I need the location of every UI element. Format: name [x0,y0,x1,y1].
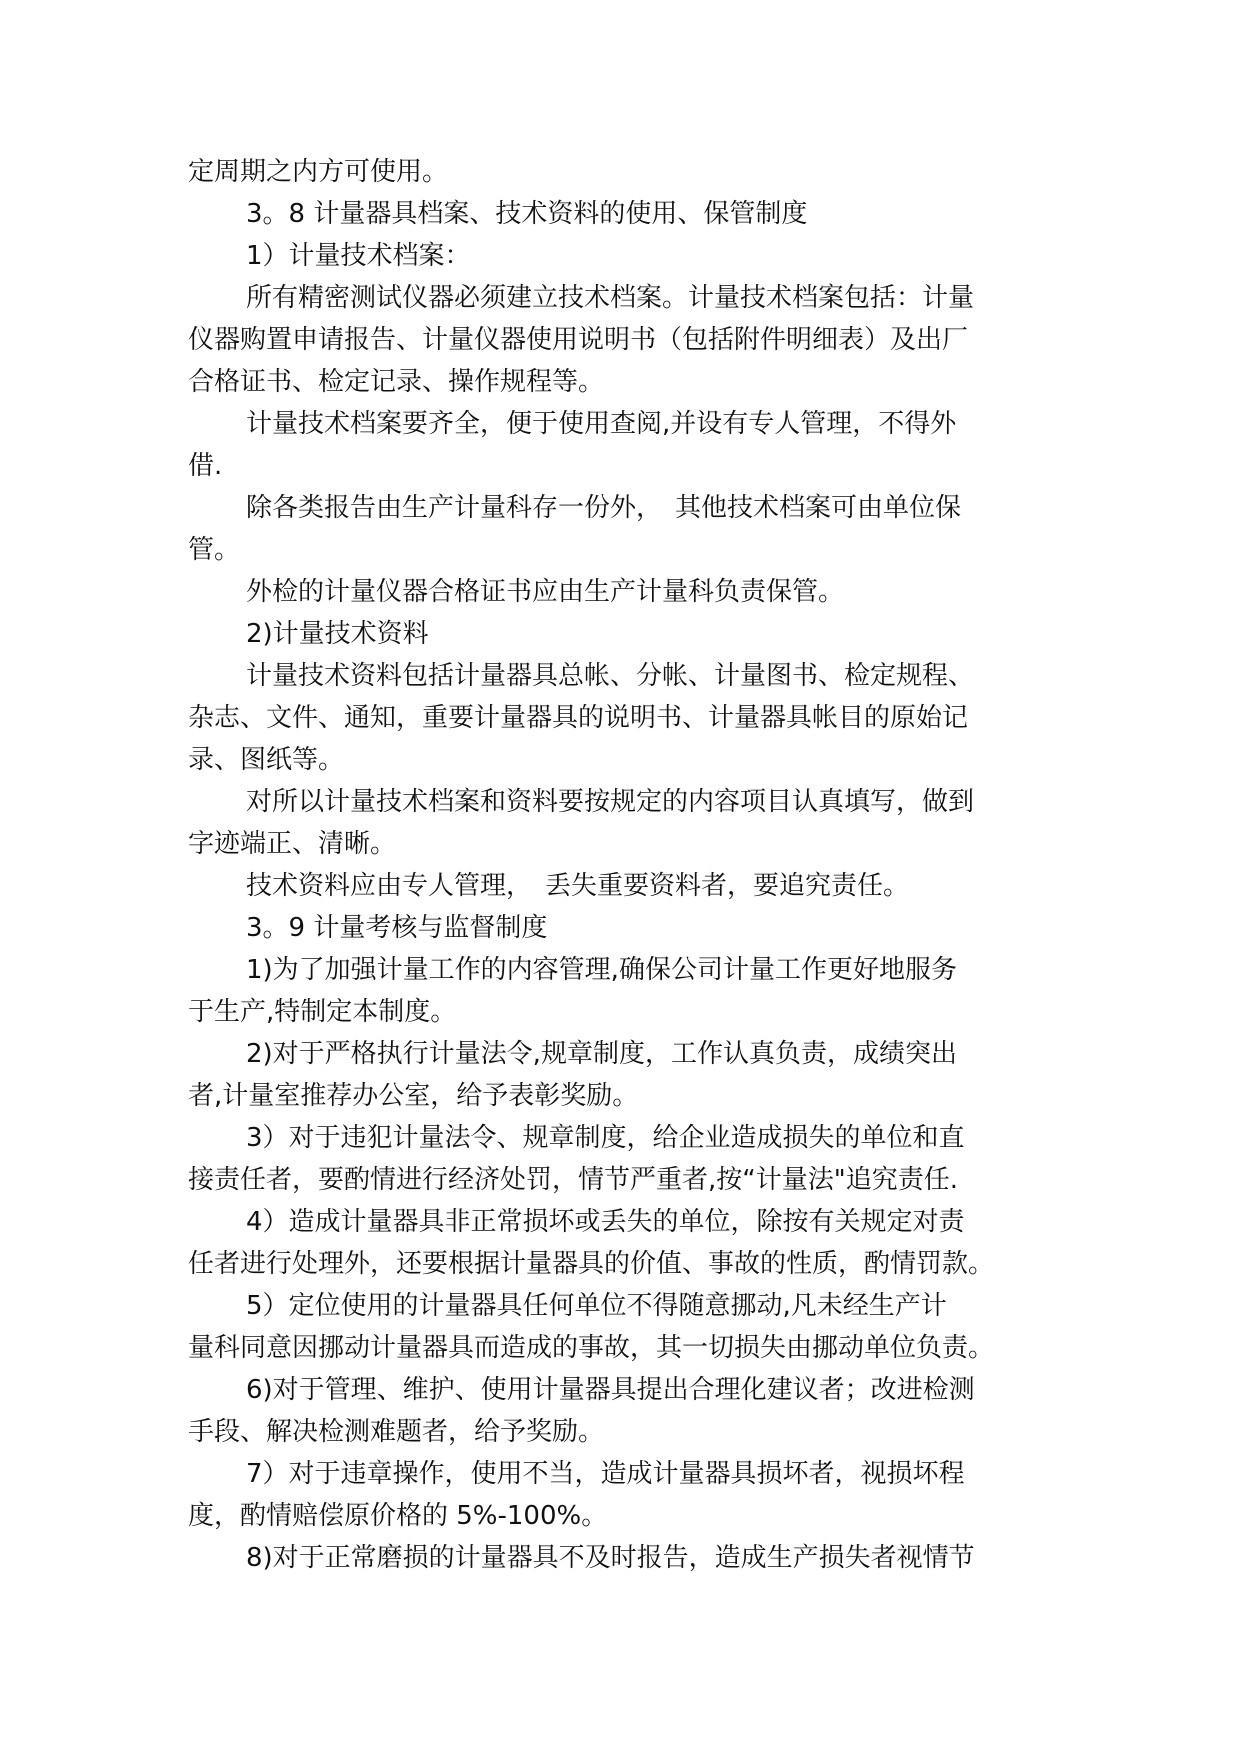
section-heading-3-9: 3。9 计量考核与监督制度 [246,913,548,943]
text-line-17: 字迹端正、清晰。 [188,829,397,859]
text-line-4: 所有精密测试仪器必须建立技术档案。计量技术档案包括：计量 [246,283,975,313]
text-line-27: 任者进行处理外，还要根据计量器具的价值、事故的性质，酌情罚款。 [188,1249,995,1279]
text-line-5: 仪器购置申请报告、计量仪器使用说明书（包括附件明细表）及出厂 [188,325,969,355]
document-page [188,151,1056,1579]
text-line-34: 8)对于正常磨损的计量器具不及时报告，造成生产损失者视情节 [246,1543,975,1573]
text-line-8: 借. [188,451,223,481]
text-line-23: 者,计量室推荐办公室，给予表彰奖励。 [188,1081,639,1111]
text-line-1: 定周期之内方可使用。 [188,157,449,187]
text-line-10: 管。 [188,535,241,565]
text-line-29: 量科同意因挪动计量器具而造成的事故，其一切损失由挪动单位负责。 [188,1333,995,1363]
subheading-technical-materials: 2)计量技术资料 [246,619,429,649]
text-line-11: 外检的计量仪器合格证书应由生产计量科负责保管。 [246,577,845,607]
text-line-6: 合格证书、检定记录、操作规程等。 [188,367,605,397]
text-line-14: 杂志、文件、通知，重要计量器具的说明书、计量器具帐目的原始记 [188,703,969,733]
text-line-9: 除各类报告由生产计量科存一份外， 其他技术档案可由单位保 [246,493,962,523]
text-line-33: 度，酌情赔偿原价格的 5%-100%。 [188,1501,608,1531]
subheading-technical-archives: 1）计量技术档案： [246,241,471,271]
text-line-18: 技术资料应由专人管理， 丢失重要资料者，要追究责任。 [246,871,910,901]
text-line-30: 6)对于管理、维护、使用计量器具提出合理化建议者；改进检测 [246,1375,975,1405]
text-line-7: 计量技术档案要齐全，便于使用查阅,并设有专人管理，不得外 [246,409,957,439]
text-line-31: 手段、解决检测难题者，给予奖励。 [188,1417,605,1447]
text-line-15: 录、图纸等。 [188,745,345,775]
text-line-16: 对所以计量技术档案和资料要按规定的内容项目认真填写，做到 [246,787,975,817]
text-line-20: 1)为了加强计量工作的内容管理,确保公司计量工作更好地服务 [246,955,957,985]
text-line-32: 7）对于违章操作，使用不当，造成计量器具损坏者，视损坏程 [246,1459,965,1489]
text-line-28: 5）定位使用的计量器具任何单位不得随意挪动,凡未经生产计 [246,1291,947,1321]
text-line-22: 2)对于严格执行计量法令,规章制度，工作认真负责，成绩突出 [246,1039,957,1069]
text-line-26: 4）造成计量器具非正常损坏或丢失的单位，除按有关规定对责 [246,1207,965,1237]
text-line-21: 于生产,特制定本制度。 [188,997,457,1027]
text-line-25: 接责任者，要酌情进行经济处罚，情节严重者,按“计量法"追究责任. [188,1165,958,1195]
section-heading-3-8: 3。8 计量器具档案、技术资料的使用、保管制度 [246,199,808,229]
text-line-24: 3）对于违犯计量法令、规章制度，给企业造成损失的单位和直 [246,1123,965,1153]
text-line-13: 计量技术资料包括计量器具总帐、分帐、计量图书、检定规程、 [246,661,975,691]
